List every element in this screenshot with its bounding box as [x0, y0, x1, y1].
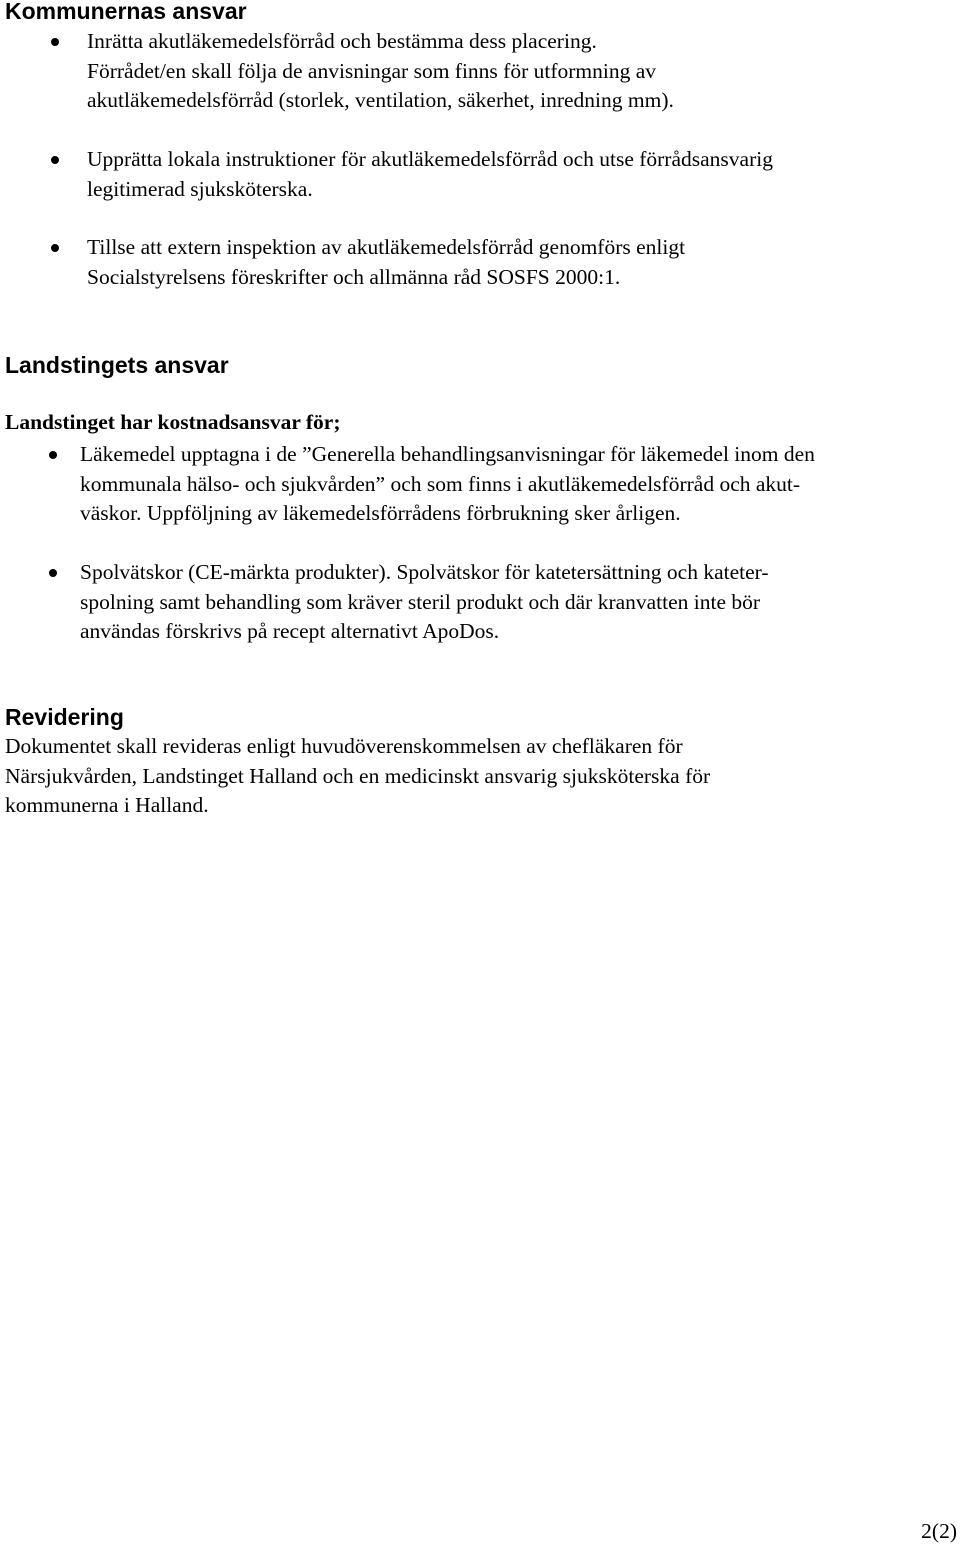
list-item-line: Socialstyrelsens föreskrifter och allmänna råd SOSFS 2000:1. [87, 264, 621, 289]
list-item [87, 145, 773, 204]
list-item-line: spolning samt behandling som kräver steril produkt och där kranvatten inte bör [80, 589, 761, 614]
list-item [80, 440, 815, 529]
list-item-line: kommunala hälso- och sjukvården” och som finns i akutläkemedelsförråd och akut- [80, 471, 801, 496]
paragraph-line: Närsjukvården, Landstinget Halland och en medicinskt ansvarig sjuksköterska för [5, 763, 711, 788]
section-heading-landstingets-ansvar: Landstingets ansvar [5, 352, 229, 378]
list-item-line: användas förskrivs på recept alternativt ApoDos. [80, 619, 500, 643]
bullet-icon [49, 451, 57, 459]
list-item [80, 558, 769, 647]
list-item-line: väskor. Uppföljning av läkemedelsförrådens förbrukning sker årligen. [80, 501, 681, 525]
list-item-line: Spolvätskor (CE-märkta produkter). Spolvätskor för katetersättning och kateter- [80, 560, 769, 584]
list-item [87, 233, 685, 292]
cost-responsibility-subheading: Landstinget har kostnadsansvar för; [5, 410, 341, 434]
list-item-line: akutläkemedelsförråd (storlek, ventilation, säkerhet, inredning mm). [87, 88, 674, 112]
list-item-line: Tillse att extern inspektion av akutläkemedelsförråd genomförs enligt [87, 235, 686, 259]
list-item-line: Inrätta akutläkemedelsförråd och bestämma dess placering. [87, 29, 597, 53]
bullet-icon [51, 156, 59, 164]
bullet-icon [51, 38, 59, 46]
list-item-line: Upprätta lokala instruktioner för akutläkemedelsförråd och utse förrådsansvarig [87, 147, 773, 171]
section-heading-kommunernas-ansvar: Kommunernas ansvar [5, 0, 247, 24]
revision-paragraph [5, 732, 710, 821]
bullet-icon [49, 569, 57, 577]
list-item-line: legitimerad sjuksköterska. [87, 176, 313, 201]
page-number: 2(2) [921, 1519, 957, 1543]
list-item-line: Förrådet/en skall följa de anvisningar som finns för utformning av [87, 58, 657, 83]
bullet-icon [51, 244, 59, 252]
list-item [87, 27, 674, 116]
section-heading-revidering: Revidering [5, 704, 124, 730]
list-item-line: Läkemedel upptagna i de ”Generella behandlingsanvisningar för läkemedel inom den [80, 442, 815, 466]
paragraph-line: Dokumentet skall revideras enligt huvudöverenskommelsen av chefläkaren för [5, 734, 683, 758]
paragraph-line: kommunerna i Halland. [5, 793, 209, 817]
